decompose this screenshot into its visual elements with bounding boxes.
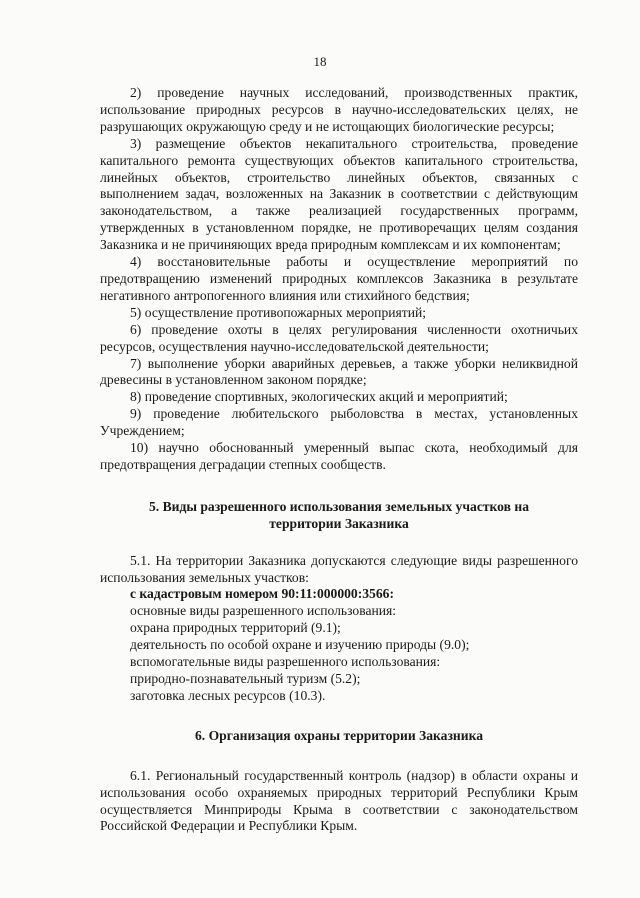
list-item: 6) проведение охоты в целях регулирования численности охотничьих ресурсов, осуществления научно-исследовательской деятельности;	[100, 321, 578, 354]
section-5-intro: 5.1. На территории Заказника допускаются следующие виды разрешенного использования земельных участков:	[100, 552, 578, 585]
section-5-heading: 5. Виды разрешенного использования земельных участков на территории Заказника	[148, 498, 530, 531]
use-line: заготовка лесных ресурсов (10.3).	[130, 687, 326, 703]
use-line: деятельность по особой охране и изучению природы (9.0);	[130, 637, 470, 653]
cadastral-number: с кадастровым номером 90:11:000000:3566:	[130, 586, 394, 602]
list-item: 9) проведение любительского рыболовства в местах, установленных Учреждением;	[100, 406, 578, 439]
list-item: 4) восстановительные работы и осуществление мероприятий по предотвращению изменений природных комплексов Заказника в результате негативного антропогенного влияния или стихийного бедствия;	[100, 254, 578, 303]
section-6-paragraph: 6.1. Региональный государственный контроль (надзор) в области охраны и использования особо охраняемых природных территорий Республики Крым осуществляется Минприроды Крыма в соответствии с законодательством Российской Федерации и Республики Крым.	[100, 767, 578, 834]
use-line: охрана природных территорий (9.1);	[130, 620, 341, 636]
use-line: вспомогательные виды разрешенного использования:	[130, 654, 441, 670]
use-line: основные виды разрешенного использования:	[130, 603, 397, 619]
page-number: 18	[313, 54, 327, 69]
list-item: 5) осуществление противопожарных мероприятий;	[130, 304, 427, 320]
list-item: 2) проведение научных исследований, производственных практик, использование природных ресурсов в научно-исследовательских целях, не разрушающих окружающую среду и не истощающих биологические ресурсы;	[100, 85, 578, 134]
document-body	[100, 85, 578, 835]
list-item: 7) выполнение уборки аварийных деревьев, а также уборки неликвидной древесины в установленном законом порядке;	[100, 355, 578, 388]
use-line: природно-познавательный туризм (5.2);	[130, 671, 361, 686]
list-item: 10) научно обоснованный умеренный выпас скота, необходимый для предотвращения деградации степных сообществ.	[100, 440, 578, 472]
list-item: 8) проведение спортивных, экологических акций и мероприятий;	[130, 389, 508, 405]
list-item: 3) размещение объектов некапитального строительства, проведение капитального ремонта существующих объектов капитального строительства, линейных объектов, строительство линейных объектов, связанных с выполнением задач, возложенных на Заказник в соответствии с действующим законодательством, а также реализацией государственных программ, утвержденных в установленном порядке, не противоречащих целям создания Заказника и не причиняющих вреда природным комплексам и их компонентам;	[100, 135, 578, 253]
section-6-heading: 6. Организация охраны территории Заказника	[194, 727, 484, 743]
